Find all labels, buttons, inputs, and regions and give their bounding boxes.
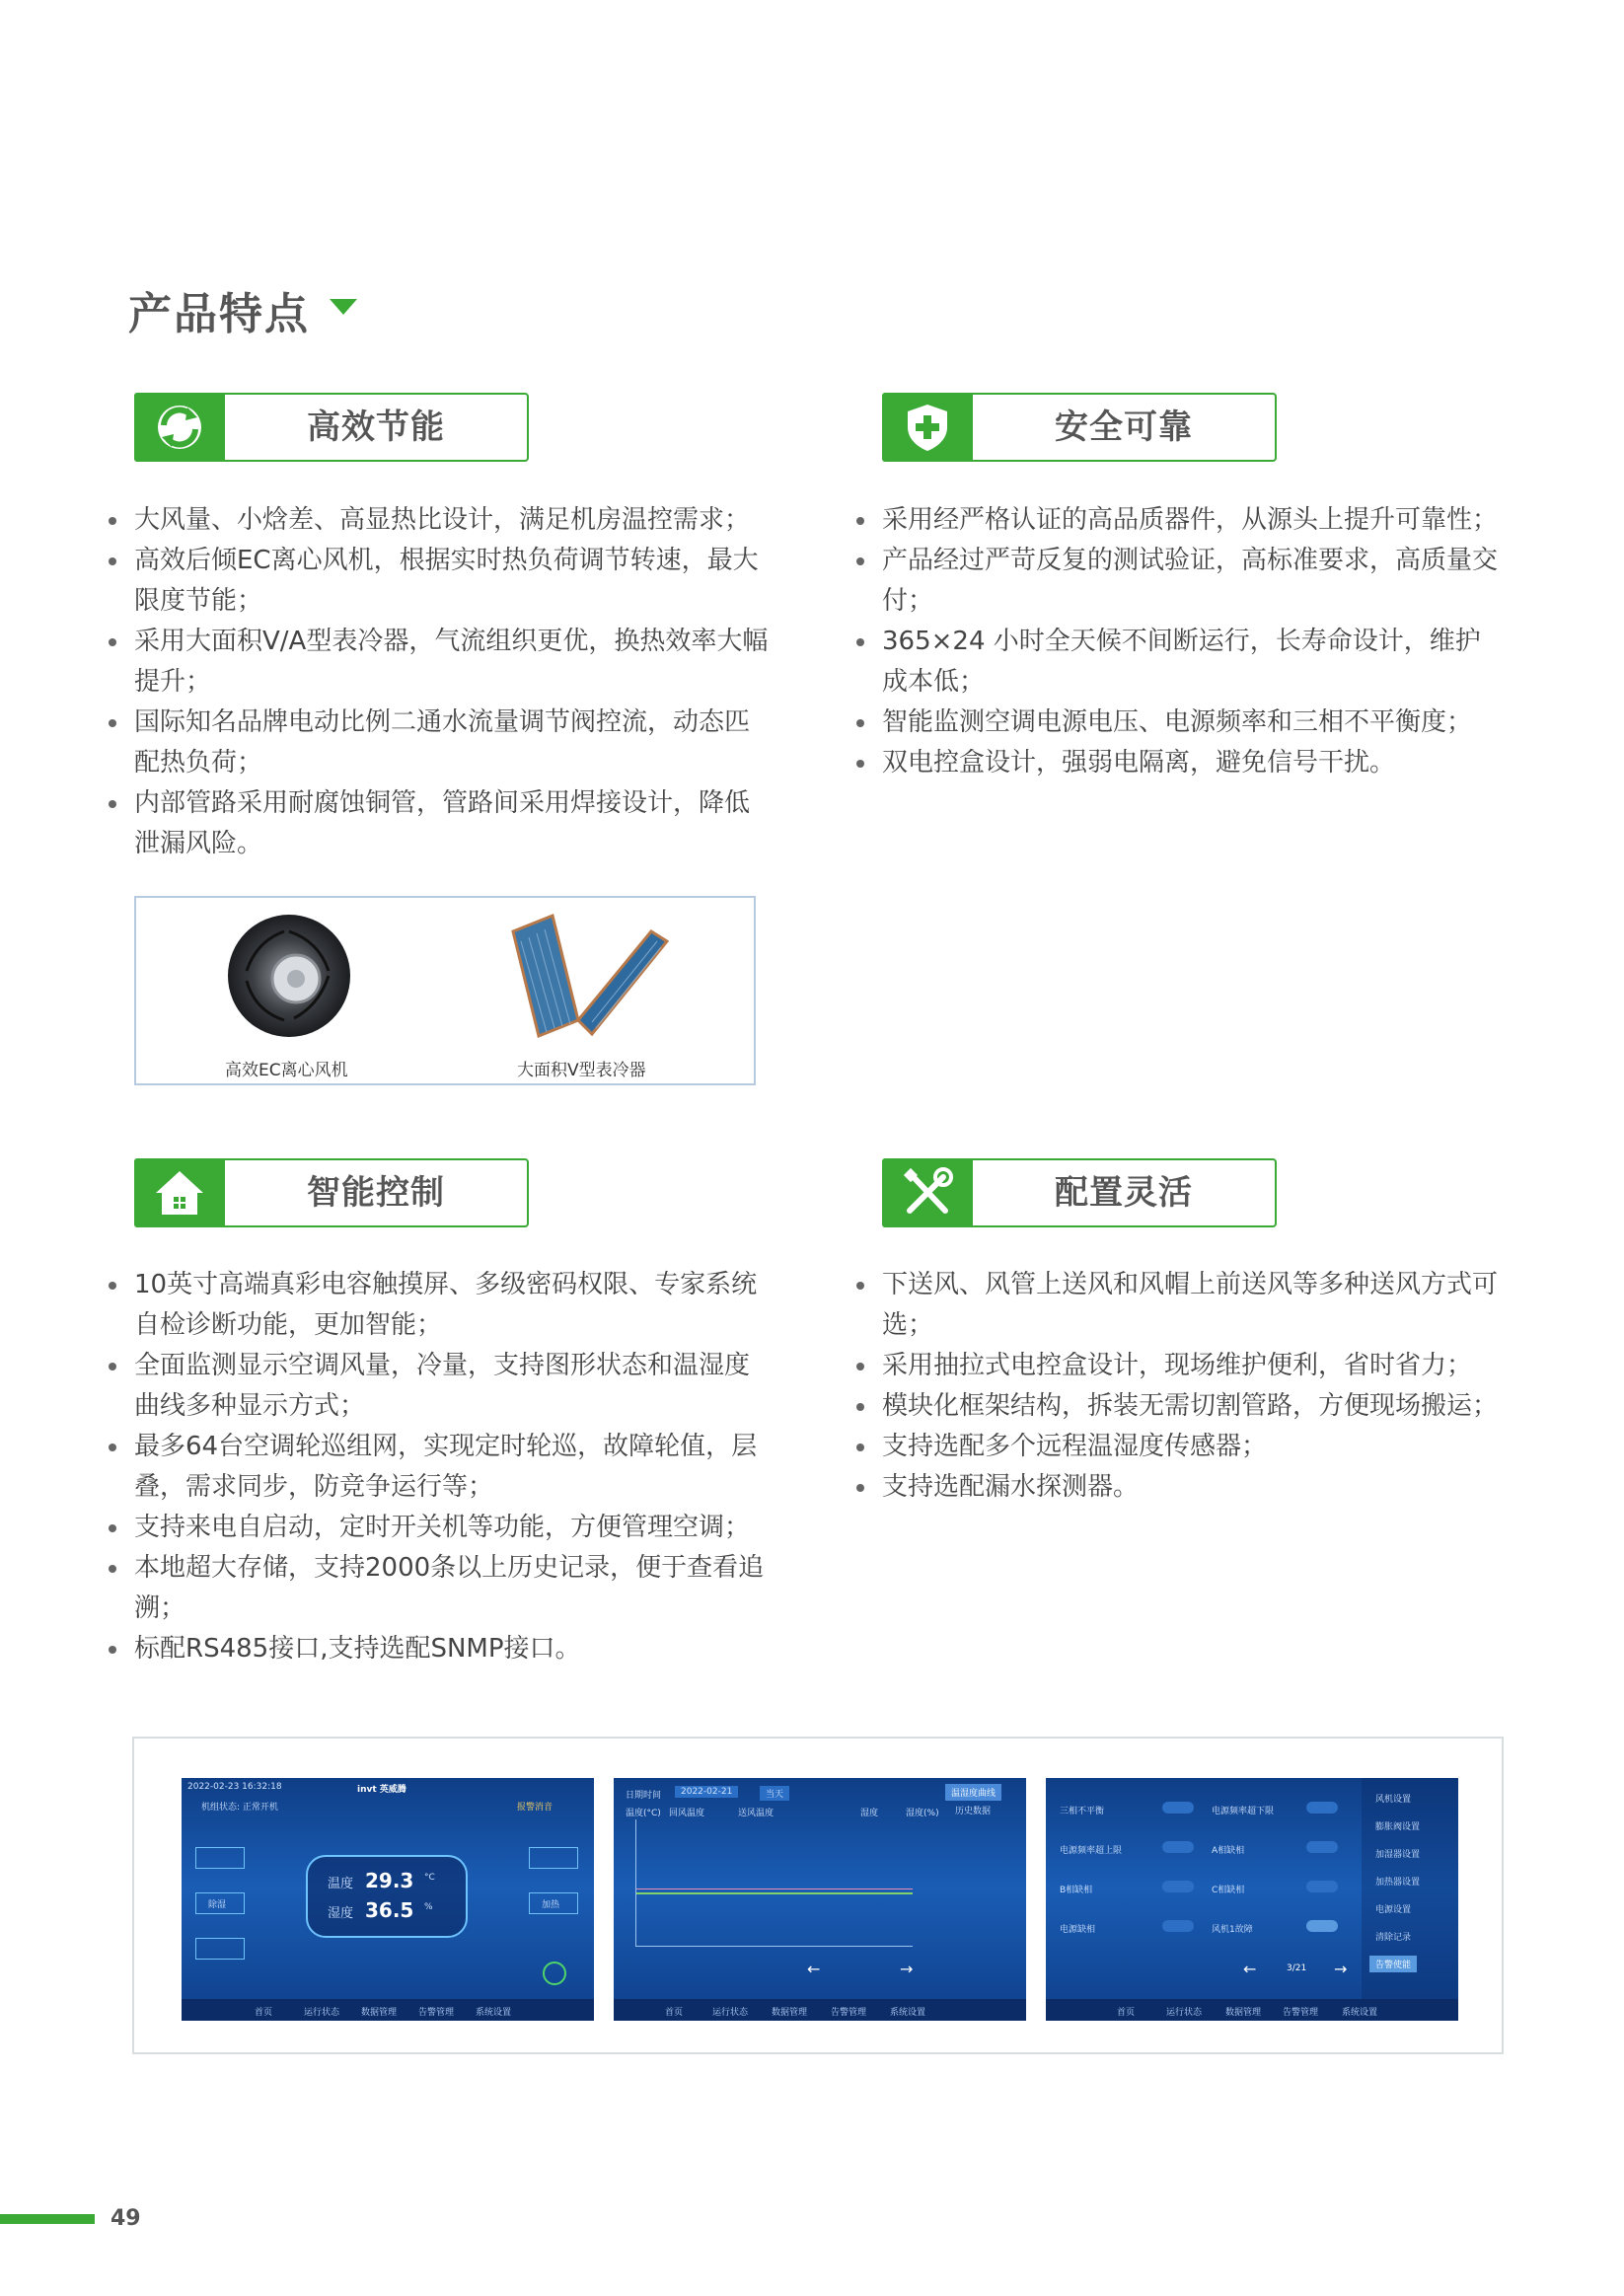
product-figure-box <box>134 896 756 1085</box>
list-item: 支持选配多个远程温湿度传感器； <box>858 1427 1500 1467</box>
nav-home[interactable]: 首页 <box>665 2008 684 2018</box>
nav-status[interactable]: 运行状态 <box>1166 2008 1203 2018</box>
menu-item[interactable]: 膨胀阀设置 <box>1375 1822 1421 1832</box>
title-down-arrow-icon <box>330 299 357 315</box>
day-button[interactable]: 当天 <box>760 1786 789 1801</box>
list-item: 双电控盒设计，强弱电隔离，避免信号干扰。 <box>858 743 1500 783</box>
footer-accent-bar <box>0 2214 95 2224</box>
toggle-switch[interactable] <box>1306 1920 1338 1932</box>
setting-item: C相缺相 <box>1212 1886 1245 1895</box>
toggle-switch[interactable] <box>1162 1881 1194 1892</box>
page-title: 产品特点 <box>128 289 310 339</box>
list-item: 支持来电自启动，定时开关机等功能，方便管理空调； <box>111 1508 772 1548</box>
section-title-config: 配置灵活 <box>1055 1173 1193 1213</box>
list-item: 高效后倾EC离心风机，根据实时热负荷调节转速，最大限度节能； <box>111 541 772 622</box>
house-icon <box>134 1158 225 1227</box>
list-item: 采用经严格认证的高品质器件，从源头上提升可靠性； <box>858 500 1500 541</box>
home-right-button-1[interactable] <box>529 1847 578 1869</box>
axis-hum-label: 湿度(%) <box>906 1809 939 1818</box>
list-item: 标配RS485接口,支持选配SNMP接口。 <box>111 1629 772 1669</box>
nav-settings[interactable]: 系统设置 <box>1342 2008 1378 2018</box>
legend-return-temp: 回风温度 <box>669 1809 705 1818</box>
temp-value: 29.3 <box>365 1869 414 1892</box>
page-indicator: 3/21 <box>1287 1963 1307 1973</box>
nav-data[interactable]: 数据管理 <box>772 2008 808 2018</box>
next-arrow-icon[interactable]: → <box>900 1960 914 1978</box>
toggle-switch[interactable] <box>1162 1802 1194 1814</box>
hum-label: 湿度 <box>328 1906 354 1921</box>
date-label: 日期时间 <box>626 1791 662 1801</box>
home-left-button-1[interactable] <box>195 1847 245 1869</box>
nav-home[interactable]: 首页 <box>255 2008 273 2018</box>
menu-item[interactable]: 清除记录 <box>1375 1933 1412 1943</box>
dehumidify-button[interactable] <box>195 1892 245 1914</box>
menu-item-active[interactable]: 告警使能 <box>1369 1956 1417 1972</box>
home-datetime: 2022-02-23 16:32:18 <box>187 1782 282 1792</box>
list-item: 国际知名品牌电动比例二通水流量调节阀控流，动态匹配热负荷； <box>111 703 772 783</box>
menu-item[interactable]: 电源设置 <box>1375 1905 1412 1915</box>
nav-settings[interactable]: 系统设置 <box>890 2008 926 2018</box>
tab-curve[interactable]: 温湿度曲线 <box>945 1784 1001 1801</box>
menu-item[interactable]: 加湿器设置 <box>1375 1850 1421 1860</box>
setting-item: 风机1故障 <box>1212 1925 1253 1935</box>
v-coil-image <box>493 912 671 1044</box>
nav-status[interactable]: 运行状态 <box>304 2008 340 2018</box>
section-header-efficiency <box>134 393 529 462</box>
hmi-curve-screen <box>614 1778 1026 2021</box>
safety-bullet-list <box>858 500 1500 783</box>
nav-data[interactable]: 数据管理 <box>361 2008 398 2018</box>
nav-alarm[interactable]: 告警管理 <box>418 2008 455 2018</box>
next-arrow-icon[interactable]: → <box>1334 1960 1348 1978</box>
wrench-screwdriver-icon <box>882 1158 973 1227</box>
list-item: 10英寸高端真彩电容触摸屏、多级密码权限、专家系统自检诊断功能，更加智能； <box>111 1265 772 1346</box>
hmi-screenshots-box <box>132 1737 1504 2054</box>
list-item: 模块化框架结构，拆装无需切割管路，方便现场搬运； <box>858 1386 1500 1427</box>
toggle-switch[interactable] <box>1162 1841 1194 1853</box>
nav-alarm[interactable]: 告警管理 <box>831 2008 867 2018</box>
settings-nav-bar <box>1046 1999 1458 2021</box>
date-field[interactable]: 2022-02-21 <box>675 1786 738 1798</box>
setting-item: 三相不平衡 <box>1060 1807 1105 1816</box>
recycle-arrows-icon <box>134 393 225 462</box>
heat-label: 加热 <box>542 1900 560 1910</box>
nav-data[interactable]: 数据管理 <box>1225 2008 1262 2018</box>
config-bullet-list <box>858 1265 1500 1508</box>
control-bullet-list <box>111 1265 772 1669</box>
alarm-mute-button[interactable]: 报警消音 <box>517 1803 554 1813</box>
toggle-switch[interactable] <box>1306 1881 1338 1892</box>
list-item: 智能监测空调电源电压、电源频率和三相不平衡度； <box>858 703 1500 743</box>
ec-fan-image <box>225 912 353 1044</box>
prev-arrow-icon[interactable]: ← <box>1243 1960 1257 1978</box>
list-item: 支持选配漏水探测器。 <box>858 1467 1500 1508</box>
page-number: 49 <box>111 2206 141 2231</box>
list-item: 产品经过严苛反复的测试验证，高标准要求，高质量交付； <box>858 541 1500 622</box>
efficiency-bullet-list <box>111 500 772 864</box>
hum-unit: % <box>424 1902 433 1912</box>
curve-line-green <box>636 1892 913 1894</box>
prev-arrow-icon[interactable]: ← <box>807 1960 821 1978</box>
home-nav-bar <box>182 1999 594 2021</box>
section-header-control <box>134 1158 529 1227</box>
list-item: 下送风、风管上送风和风帽上前送风等多种送风方式可选； <box>858 1265 1500 1346</box>
curve-nav-bar <box>614 1999 1026 2021</box>
setting-item: B相缺相 <box>1060 1886 1093 1895</box>
setting-item: A相缺相 <box>1212 1846 1245 1856</box>
nav-home[interactable]: 首页 <box>1117 2008 1136 2018</box>
home-left-button-3[interactable] <box>195 1938 245 1960</box>
list-item: 365×24 小时全天候不间断运行，长寿命设计，维护成本低； <box>858 622 1500 703</box>
temp-label: 温度 <box>328 1877 354 1891</box>
setting-item: 电源频率超下限 <box>1212 1807 1275 1816</box>
list-item: 本地超大存储，支持2000条以上历史记录，便于查看追溯； <box>111 1548 772 1629</box>
nav-settings[interactable]: 系统设置 <box>476 2008 512 2018</box>
menu-item[interactable]: 加热器设置 <box>1375 1878 1421 1888</box>
heat-button[interactable] <box>529 1892 578 1914</box>
toggle-switch[interactable] <box>1162 1920 1194 1932</box>
list-item: 全面监测显示空调风量，冷量，支持图形状态和温湿度曲线多种显示方式； <box>111 1346 772 1427</box>
hmi-settings-screen <box>1046 1778 1458 2021</box>
dehumidify-label: 除湿 <box>208 1900 227 1910</box>
section-title-control: 智能控制 <box>307 1173 445 1213</box>
hmi-home-screen <box>182 1778 594 2021</box>
section-header-config <box>882 1158 1277 1227</box>
legend-humidity: 湿度 <box>860 1809 879 1818</box>
section-title-safety: 安全可靠 <box>1055 407 1193 447</box>
nav-alarm[interactable]: 告警管理 <box>1283 2008 1319 2018</box>
list-item: 最多64台空调轮巡组网，实现定时轮巡，故障轮值，层叠，需求同步，防竞争运行等； <box>111 1427 772 1508</box>
list-item: 内部管路采用耐腐蚀铜管，管路间采用焊接设计，降低泄漏风险。 <box>111 783 772 864</box>
temp-unit: °C <box>424 1873 435 1883</box>
temp-hum-panel <box>306 1855 468 1938</box>
home-brand: invt 英威腾 <box>357 1785 406 1795</box>
home-status: 机组状态: 正常开机 <box>201 1803 278 1813</box>
toggle-switch[interactable] <box>1306 1841 1338 1853</box>
coil-caption: 大面积V型表冷器 <box>517 1061 646 1080</box>
list-item: 大风量、小焓差、高显热比设计，满足机房温控需求； <box>111 500 772 541</box>
legend-supply-temp: 送风温度 <box>738 1809 775 1818</box>
tab-history[interactable]: 历史数据 <box>955 1807 992 1816</box>
toggle-switch[interactable] <box>1306 1802 1338 1814</box>
section-header-safety <box>882 393 1277 462</box>
shield-cross-icon <box>882 393 973 462</box>
hum-value: 36.5 <box>365 1898 414 1922</box>
list-item: 采用大面积V/A型表冷器，气流组织更优，换热效率大幅提升； <box>111 622 772 703</box>
nav-status[interactable]: 运行状态 <box>712 2008 749 2018</box>
menu-item[interactable]: 风机设置 <box>1375 1795 1412 1805</box>
section-title-efficiency: 高效节能 <box>307 407 445 447</box>
curve-plot-area <box>635 1819 913 1947</box>
setting-item: 电源频率超上限 <box>1060 1846 1123 1856</box>
power-icon[interactable] <box>543 1962 566 1985</box>
fan-caption: 高效EC离心风机 <box>225 1061 348 1080</box>
axis-temp-label: 温度(°C) <box>626 1809 661 1818</box>
setting-item: 电源缺相 <box>1060 1925 1096 1935</box>
settings-side-menu <box>1362 1778 1458 1999</box>
list-item: 采用抽拉式电控盒设计，现场维护便利，省时省力； <box>858 1346 1500 1386</box>
